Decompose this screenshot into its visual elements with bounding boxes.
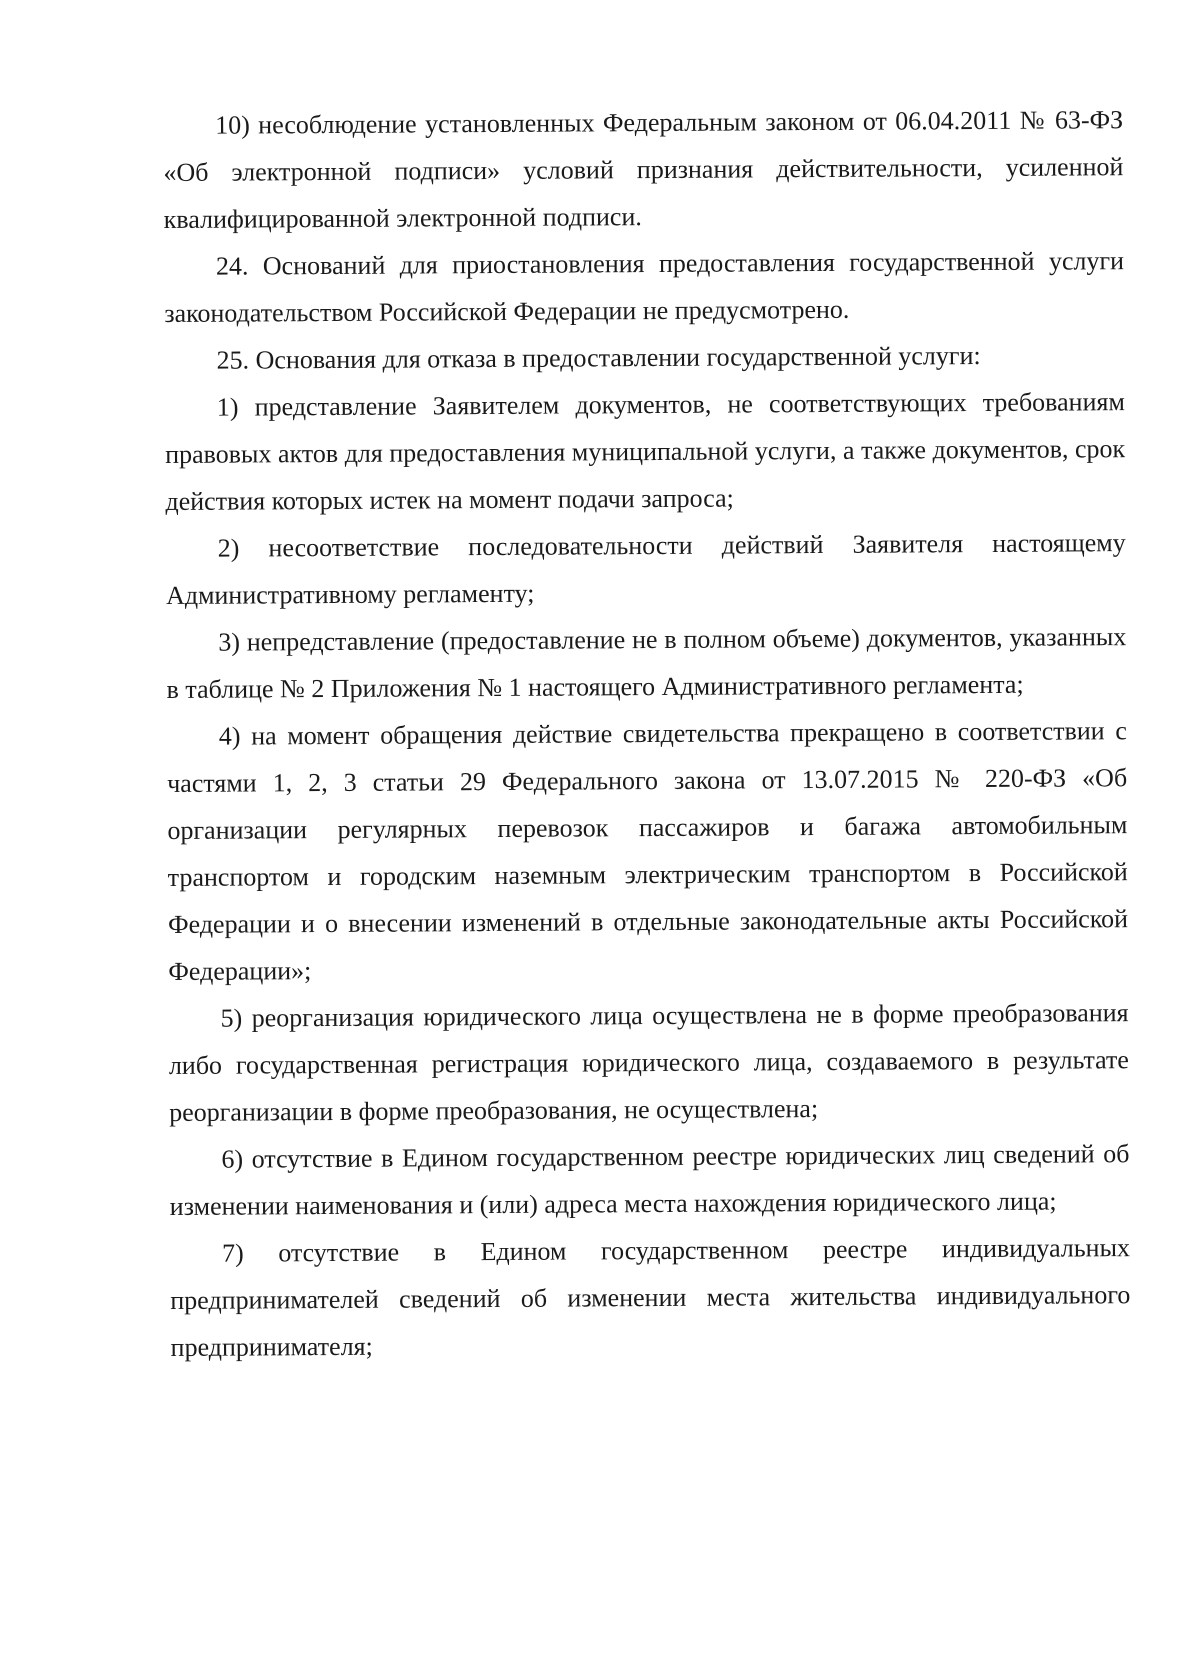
paragraph-item-10: 10) несоблюдение установленных Федеральным законом от 06.04.2011 № 63-ФЗ «Об электронной подписи» условий признания действительности, усиленной квалифицированной электронной подписи. — [163, 105, 1124, 234]
paragraph-clause-25: 25. Основания для отказа в предоставлении государственной услуги: — [216, 341, 981, 375]
paragraph-item-3: 3) непредставление (предоставление не в полном объеме) документов, указанных в таблице № 2 Приложения № 1 настоящего Административного регламента; — [166, 622, 1127, 704]
paragraph-item-7: 7) отсутствие в Едином государственном реестре индивидуальных предпринимателей сведений об изменении места жительства индивидуального предпринимателя; — [170, 1233, 1131, 1362]
paragraph-item-1: 1) представление Заявителем документов, не соответствующих требованиям правовых актов для предоставления муниципальной услуги, а также документов, срок действия которых истек на момент подачи запроса; — [165, 387, 1126, 516]
paragraph-item-2: 2) несоответствие последовательности действий Заявителя настоящему Административному регламенту; — [165, 528, 1126, 610]
paragraph-item-4: 4) на момент обращения действие свидетельства прекращено в соответствии с частями 1, 2, 3 статьи 29 Федерального закона от 13.07.2015 № 220-ФЗ «Об организации регулярных перевозок пассажиров и багажа автомобильным транспортом и городским наземным электрическим транспортом в Российской Федерации и о внесении изменений в отдельные законодательные акты Российской Федерации»; — [167, 716, 1129, 986]
document-page — [163, 96, 1131, 1371]
paragraph-item-6: 6) отсутствие в Едином государственном реестре юридических лиц сведений об изменении наименования и (или) адреса места нахождения юридического лица; — [169, 1139, 1130, 1221]
paragraph-item-5: 5) реорганизация юридического лица осуществлена не в форме преобразования либо государственная регистрация юридического лица, создаваемого в результате реорганизации в форме преобразования, не осуществлена; — [168, 998, 1129, 1127]
paragraph-clause-24: 24. Оснований для приостановления предоставления государственной услуги законодательством Российской Федерации не предусмотрено. — [164, 246, 1125, 328]
